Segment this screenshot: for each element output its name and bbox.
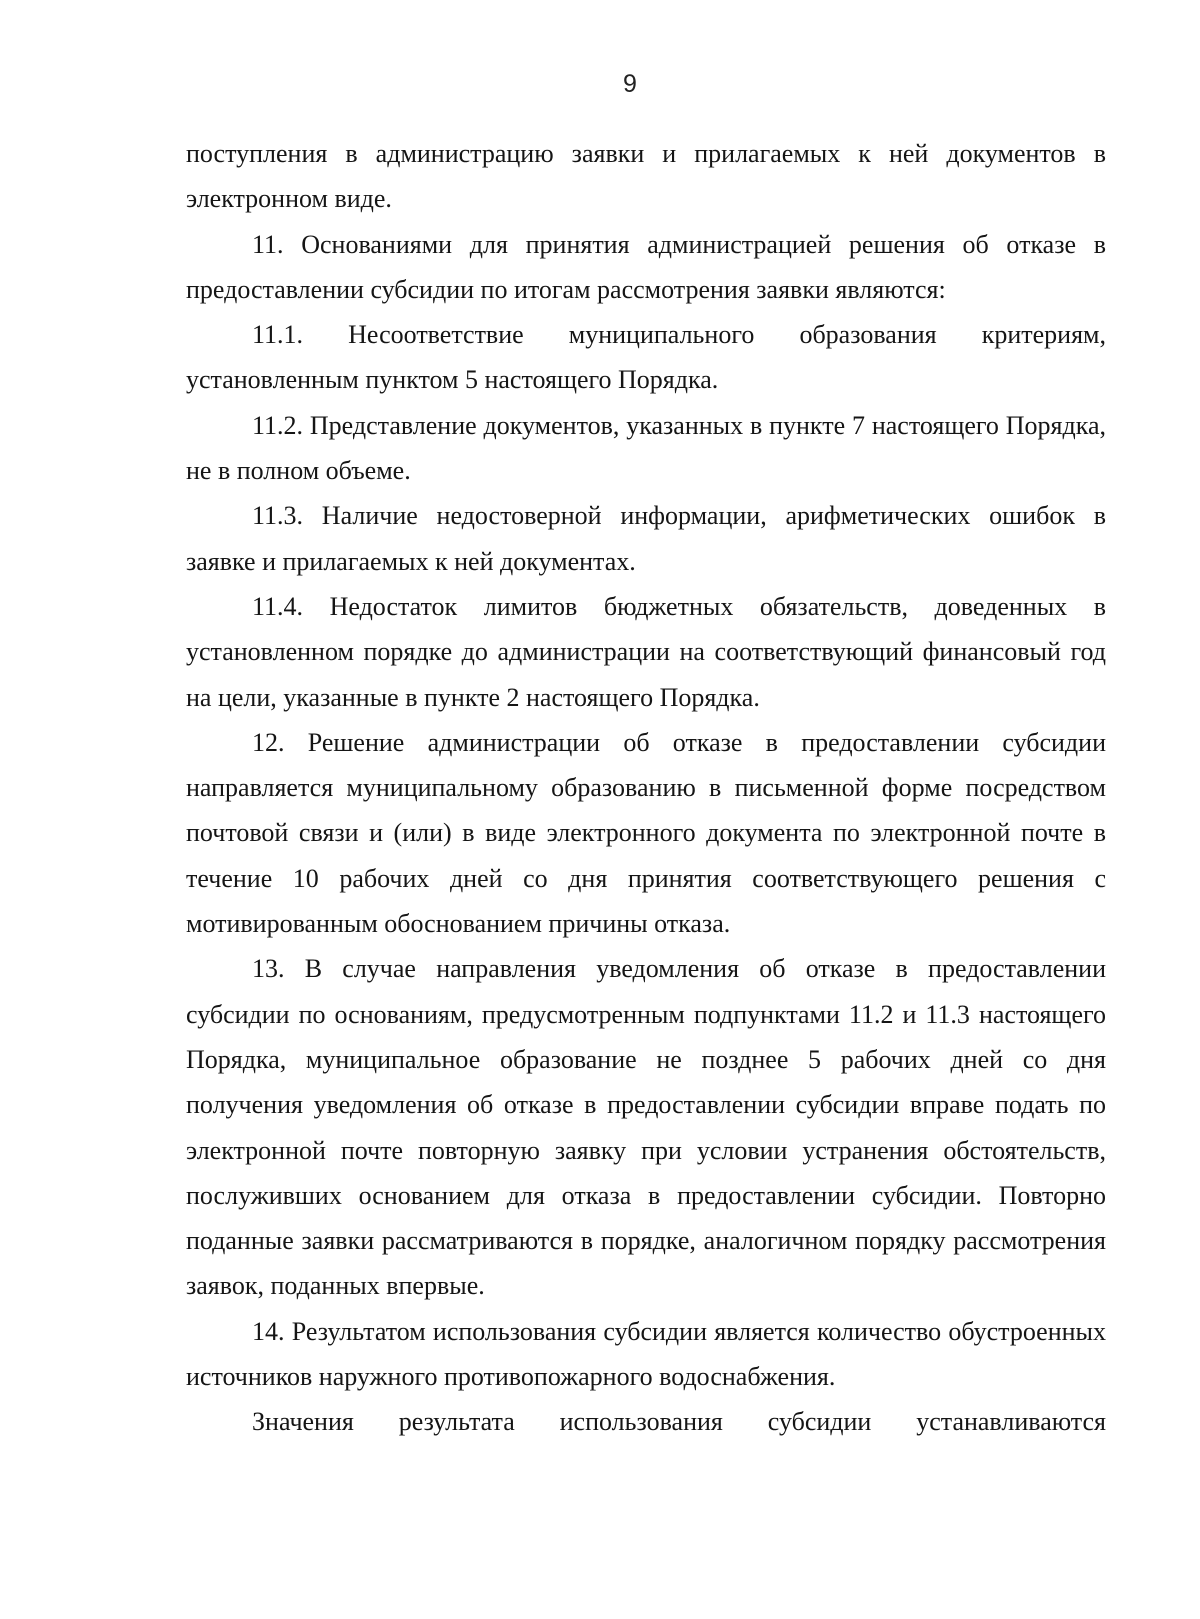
paragraph-14: 14. Результатом использования субсидии является количество обустроенных источников наружного противопожарного водоснабжения. [186, 1316, 1106, 1392]
paragraph-12: 12. Решение администрации об отказе в предоставлении субсидии направляется муниципальному образованию в письменной форме посредством почтовой связи и (или) в виде электронного документа по электронной почте в течение 10 рабочих дней со дня принятия соответствующего решения с мотивированным обоснованием причины отказа. [186, 727, 1106, 939]
page-number: 9 [623, 70, 637, 98]
document-body [186, 131, 1106, 1445]
paragraph-11-2: 11.2. Представление документов, указанных в пункте 7 настоящего Порядка, не в полном объеме. [186, 410, 1106, 486]
paragraph-11: 11. Основаниями для принятия администрацией решения об отказе в предоставлении субсидии по итогам рассмотрения заявки являются: [186, 229, 1106, 304]
paragraph-11-3: 11.3. Наличие недостоверной информации, арифметических ошибок в заявке и прилагаемых к ней документах. [186, 501, 1106, 576]
paragraph-11-4: 11.4. Недостаток лимитов бюджетных обязательств, доведенных в установленном порядке до администрации на соответствующий финансовый год на цели, указанные в пункте 2 настоящего Порядка. [186, 591, 1106, 712]
paragraph-11-1: 11.1. Несоответствие муниципального образования критериям, установленным пунктом 5 настоящего Порядка. [186, 320, 1106, 395]
paragraph-13: 13. В случае направления уведомления об отказе в предоставлении субсидии по основаниям, предусмотренным подпунктами 11.2 и 11.3 настоящего Порядка, муниципальное образование не позднее 5 рабочих дней со дня получения уведомления об отказе в предоставлении субсидии вправе подать по электронной почте повторную заявку при условии устранения обстоятельств, послуживших основанием для отказа в предоставлении субсидии. Повторно поданные заявки рассматриваются в порядке, аналогичном порядку рассмотрения заявок, поданных впервые. [186, 954, 1106, 1301]
paragraph-continuation: поступления в администрацию заявки и прилагаемых к ней документов в электронном виде. [186, 139, 1106, 214]
paragraph-14-continuation: Значения результата использования субсидии устанавливаются [252, 1407, 1106, 1437]
